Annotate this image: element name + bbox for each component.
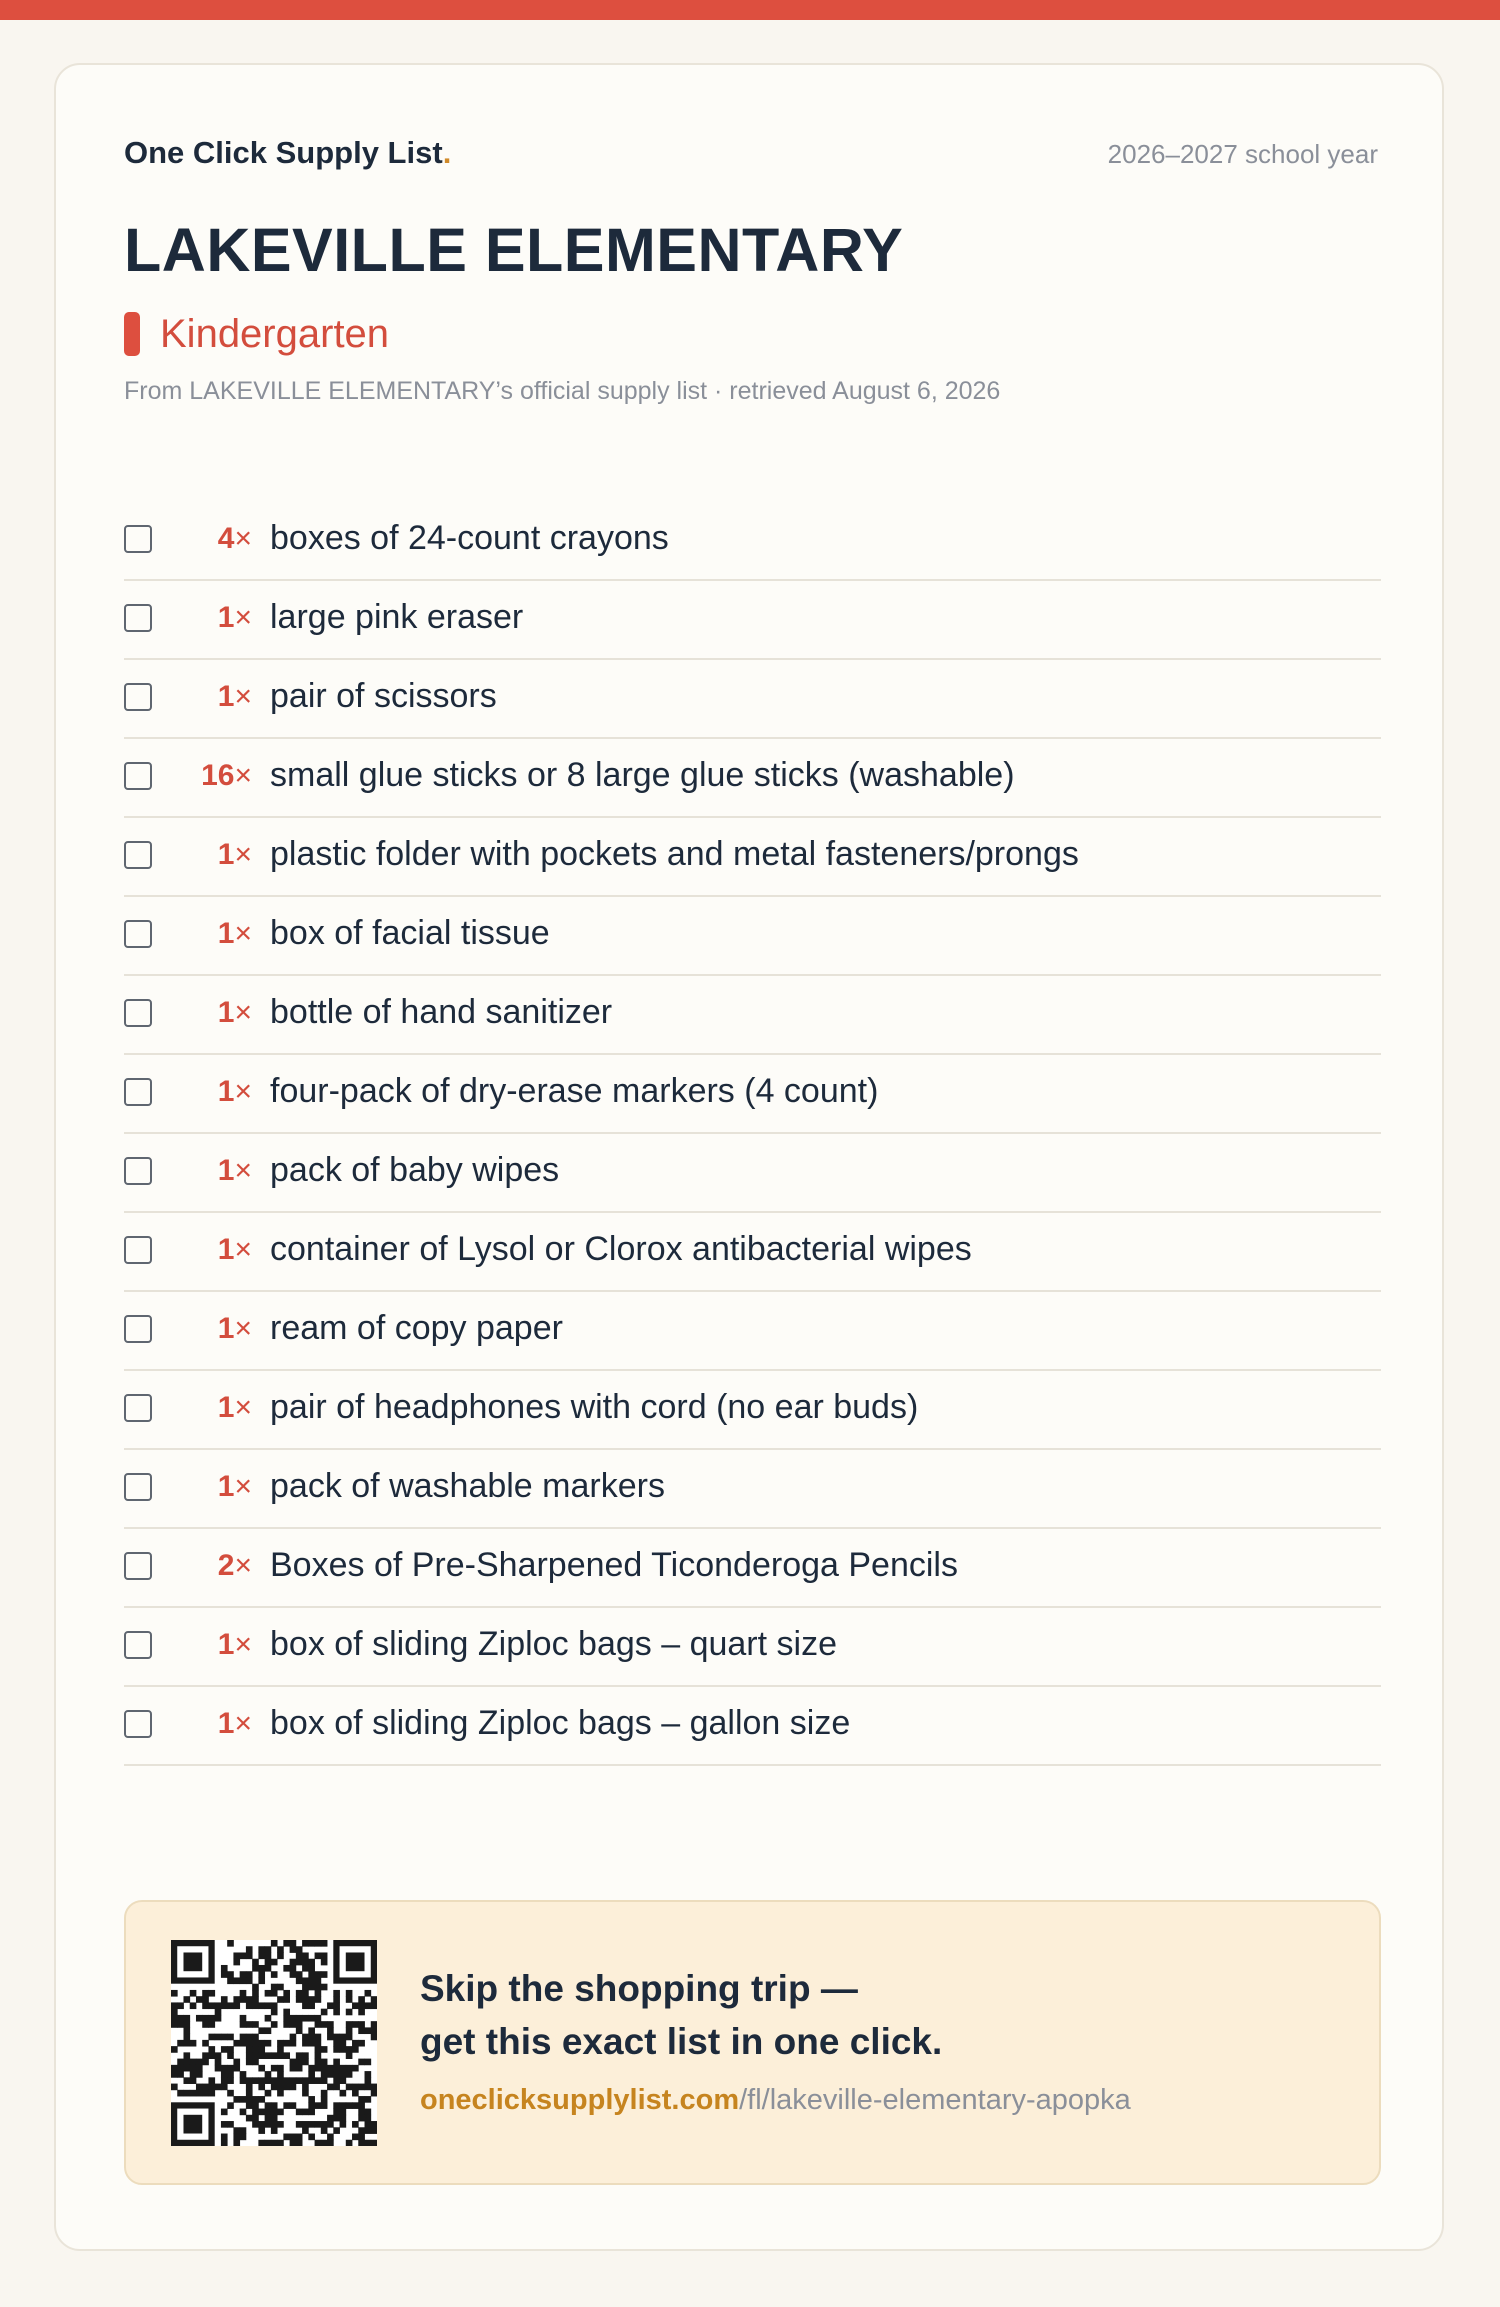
checkbox-unchecked-icon[interactable] bbox=[124, 1473, 152, 1501]
supply-item bbox=[124, 1055, 1381, 1134]
item-quantity bbox=[152, 680, 252, 714]
item-quantity-number: 1 bbox=[217, 916, 235, 950]
item-label: small glue sticks or 8 large glue sticks (washable) bbox=[270, 756, 1015, 794]
supply-item bbox=[124, 1371, 1381, 1450]
source-note: From LAKEVILLE ELEMENTARY’s official supply list · retrieved August 6, 2026 bbox=[124, 377, 1001, 405]
grade-label: Kindergarten bbox=[160, 311, 390, 356]
supply-item bbox=[124, 581, 1381, 660]
item-label: box of facial tissue bbox=[270, 914, 550, 952]
item-quantity-number: 1 bbox=[217, 1074, 235, 1108]
item-quantity-number: 1 bbox=[217, 1627, 235, 1661]
checkbox-unchecked-icon[interactable] bbox=[124, 920, 152, 948]
supply-item bbox=[124, 1134, 1381, 1213]
item-label: large pink eraser bbox=[270, 598, 524, 636]
supply-list-card bbox=[54, 63, 1444, 2251]
checkbox-unchecked-icon[interactable] bbox=[124, 999, 152, 1027]
item-quantity bbox=[152, 1391, 252, 1425]
item-quantity-suffix: × bbox=[234, 521, 252, 555]
item-quantity-number: 2 bbox=[217, 1548, 235, 1582]
item-quantity bbox=[152, 996, 252, 1030]
item-quantity-number: 1 bbox=[217, 1469, 235, 1503]
checkbox-unchecked-icon[interactable] bbox=[124, 1236, 152, 1264]
item-label: Boxes of Pre-Sharpened Ticonderoga Pencils bbox=[270, 1546, 958, 1584]
item-quantity-suffix: × bbox=[234, 1627, 252, 1661]
checkbox-unchecked-icon[interactable] bbox=[124, 1394, 152, 1422]
item-quantity-number: 1 bbox=[217, 1390, 235, 1424]
supply-item bbox=[124, 818, 1381, 897]
supply-item bbox=[124, 1213, 1381, 1292]
item-quantity-number: 4 bbox=[217, 521, 235, 555]
grade-marker bbox=[124, 312, 140, 356]
item-quantity-number: 1 bbox=[217, 1232, 235, 1266]
item-label: plastic folder with pockets and metal fasteners/prongs bbox=[270, 835, 1079, 873]
item-label: pack of washable markers bbox=[270, 1467, 665, 1505]
brand-name: One Click Supply List bbox=[124, 135, 443, 170]
checkbox-unchecked-icon[interactable] bbox=[124, 762, 152, 790]
item-quantity-number: 1 bbox=[217, 600, 235, 634]
promo-link-domain: oneclicksupplylist.com bbox=[420, 2084, 740, 2116]
item-quantity bbox=[152, 1075, 252, 1109]
supply-item bbox=[124, 897, 1381, 976]
item-quantity-suffix: × bbox=[234, 1311, 252, 1345]
checkbox-unchecked-icon[interactable] bbox=[124, 525, 152, 553]
item-quantity bbox=[152, 838, 252, 872]
item-quantity-number: 1 bbox=[217, 1706, 235, 1740]
item-quantity-number: 1 bbox=[217, 679, 235, 713]
item-quantity-suffix: × bbox=[234, 600, 252, 634]
item-quantity-suffix: × bbox=[234, 1706, 252, 1740]
checkbox-unchecked-icon[interactable] bbox=[124, 841, 152, 869]
supply-item bbox=[124, 1450, 1381, 1529]
school-name: LAKEVILLE ELEMENTARY bbox=[124, 216, 904, 284]
supply-item bbox=[124, 660, 1381, 739]
item-quantity bbox=[152, 1549, 252, 1583]
item-quantity-suffix: × bbox=[234, 916, 252, 950]
top-accent-bar bbox=[0, 0, 1500, 20]
checkbox-unchecked-icon[interactable] bbox=[124, 604, 152, 632]
brand-dot: . bbox=[442, 135, 452, 170]
supply-item bbox=[124, 1608, 1381, 1687]
school-year: 2026–2027 school year bbox=[1107, 139, 1378, 169]
item-quantity-suffix: × bbox=[234, 758, 252, 792]
supply-item bbox=[124, 739, 1381, 818]
grade-heading bbox=[124, 310, 389, 358]
item-quantity-number: 1 bbox=[217, 837, 235, 871]
item-label: boxes of 24-count crayons bbox=[270, 519, 669, 557]
item-quantity bbox=[152, 1470, 252, 1504]
item-quantity bbox=[152, 759, 252, 793]
checkbox-unchecked-icon[interactable] bbox=[124, 1710, 152, 1738]
item-label: box of sliding Ziploc bags – gallon size bbox=[270, 1704, 851, 1742]
item-quantity-number: 1 bbox=[217, 1153, 235, 1187]
item-quantity-suffix: × bbox=[234, 1390, 252, 1424]
checkbox-unchecked-icon[interactable] bbox=[124, 1078, 152, 1106]
item-quantity-suffix: × bbox=[234, 1469, 252, 1503]
supply-list bbox=[124, 502, 1381, 1766]
item-quantity-number: 1 bbox=[217, 995, 235, 1029]
checkbox-unchecked-icon[interactable] bbox=[124, 683, 152, 711]
supply-item bbox=[124, 1687, 1381, 1766]
promo-headline bbox=[420, 1962, 1220, 2068]
item-label: box of sliding Ziploc bags – quart size bbox=[270, 1625, 837, 1663]
item-quantity-number: 16 bbox=[201, 758, 235, 792]
item-quantity-suffix: × bbox=[234, 995, 252, 1029]
item-label: ream of copy paper bbox=[270, 1309, 563, 1347]
item-quantity bbox=[152, 1233, 252, 1267]
checkbox-unchecked-icon[interactable] bbox=[124, 1315, 152, 1343]
promo-box bbox=[124, 1900, 1381, 2185]
item-quantity bbox=[152, 1312, 252, 1346]
item-label: four-pack of dry-erase markers (4 count) bbox=[270, 1072, 879, 1110]
item-quantity-suffix: × bbox=[234, 1153, 252, 1187]
item-quantity-suffix: × bbox=[234, 1232, 252, 1266]
item-quantity bbox=[152, 1628, 252, 1662]
item-quantity bbox=[152, 917, 252, 951]
item-quantity-number: 1 bbox=[217, 1311, 235, 1345]
item-quantity-suffix: × bbox=[234, 679, 252, 713]
supply-item bbox=[124, 976, 1381, 1055]
supply-item bbox=[124, 1529, 1381, 1608]
item-quantity bbox=[152, 601, 252, 635]
checkbox-unchecked-icon[interactable] bbox=[124, 1157, 152, 1185]
item-label: container of Lysol or Clorox antibacterial wipes bbox=[270, 1230, 972, 1268]
promo-headline-line2: get this exact list in one click. bbox=[420, 2021, 943, 2062]
item-quantity-suffix: × bbox=[234, 837, 252, 871]
promo-link-path: /fl/lakeville-elementary-apopka bbox=[739, 2084, 1131, 2116]
checkbox-unchecked-icon[interactable] bbox=[124, 1631, 152, 1659]
brand-logo[interactable] bbox=[124, 135, 451, 171]
item-quantity bbox=[152, 1707, 252, 1741]
supply-item bbox=[124, 1292, 1381, 1371]
item-label: pack of baby wipes bbox=[270, 1151, 560, 1189]
item-quantity-suffix: × bbox=[234, 1074, 252, 1108]
item-quantity bbox=[152, 1154, 252, 1188]
promo-link[interactable] bbox=[420, 2084, 1131, 2117]
supply-item bbox=[124, 502, 1381, 581]
checkbox-unchecked-icon[interactable] bbox=[124, 1552, 152, 1580]
item-label: bottle of hand sanitizer bbox=[270, 993, 613, 1031]
promo-headline-line1: Skip the shopping trip — bbox=[420, 1968, 858, 2009]
item-label: pair of scissors bbox=[270, 677, 497, 715]
item-quantity-suffix: × bbox=[234, 1548, 252, 1582]
item-label: pair of headphones with cord (no ear buds) bbox=[270, 1388, 919, 1426]
qr-code-icon[interactable] bbox=[171, 1940, 377, 2146]
item-quantity bbox=[152, 522, 252, 556]
